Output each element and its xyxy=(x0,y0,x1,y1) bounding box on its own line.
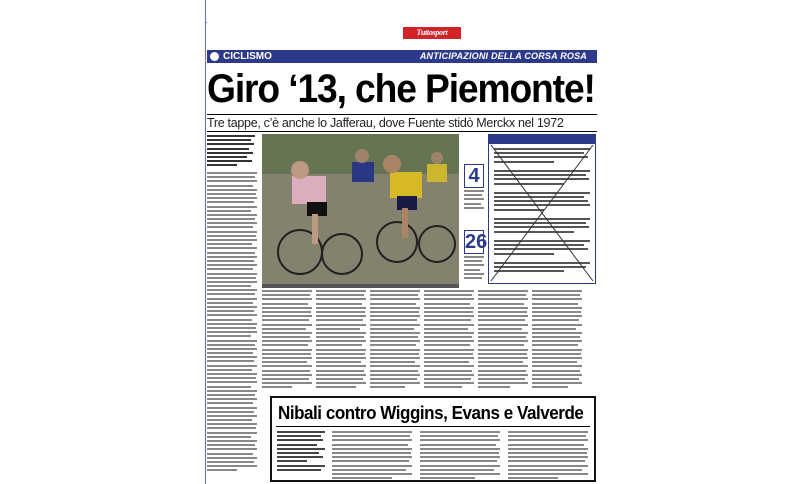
stat-number: 26 xyxy=(465,231,488,253)
section-bar xyxy=(207,50,597,63)
lede-text-block xyxy=(207,135,257,169)
second-article-lede xyxy=(277,431,325,473)
second-article-box xyxy=(270,396,596,482)
body-column xyxy=(262,290,312,400)
stat-number: 4 xyxy=(464,164,484,188)
body-column xyxy=(316,290,366,400)
divider xyxy=(276,426,590,427)
cycling-ball-icon xyxy=(209,51,220,62)
second-article-column xyxy=(420,431,500,481)
second-article-column xyxy=(508,431,588,481)
second-article-column xyxy=(332,431,412,481)
article-subheadline: Tre tappe, c’è anche lo Jafferau, dove Fuente stidò Merckx nel 1972 xyxy=(207,114,597,132)
cross-out-mark xyxy=(489,135,595,283)
section-name: CICLISMO xyxy=(223,51,272,62)
body-column xyxy=(370,290,420,400)
body-column xyxy=(532,290,582,400)
section-tag: ANTICIPAZIONI DELLA CORSA ROSA xyxy=(419,51,587,61)
stat-text xyxy=(464,190,484,211)
body-column xyxy=(424,290,474,400)
crossed-out-box xyxy=(488,134,596,284)
layout-guide-vertical xyxy=(205,0,206,484)
photo-caption xyxy=(262,284,459,288)
article-headline: Giro ‘13, che Piemonte! xyxy=(207,67,595,111)
stat-text xyxy=(464,256,484,281)
newspaper-page xyxy=(207,22,597,482)
body-column xyxy=(478,290,528,400)
cyclists-photo xyxy=(262,134,459,284)
masthead-logo: Tuttosport xyxy=(403,27,461,39)
second-article-headline: Nibali contro Wiggins, Evans e Valverde xyxy=(278,402,584,423)
left-column-text xyxy=(207,172,257,474)
